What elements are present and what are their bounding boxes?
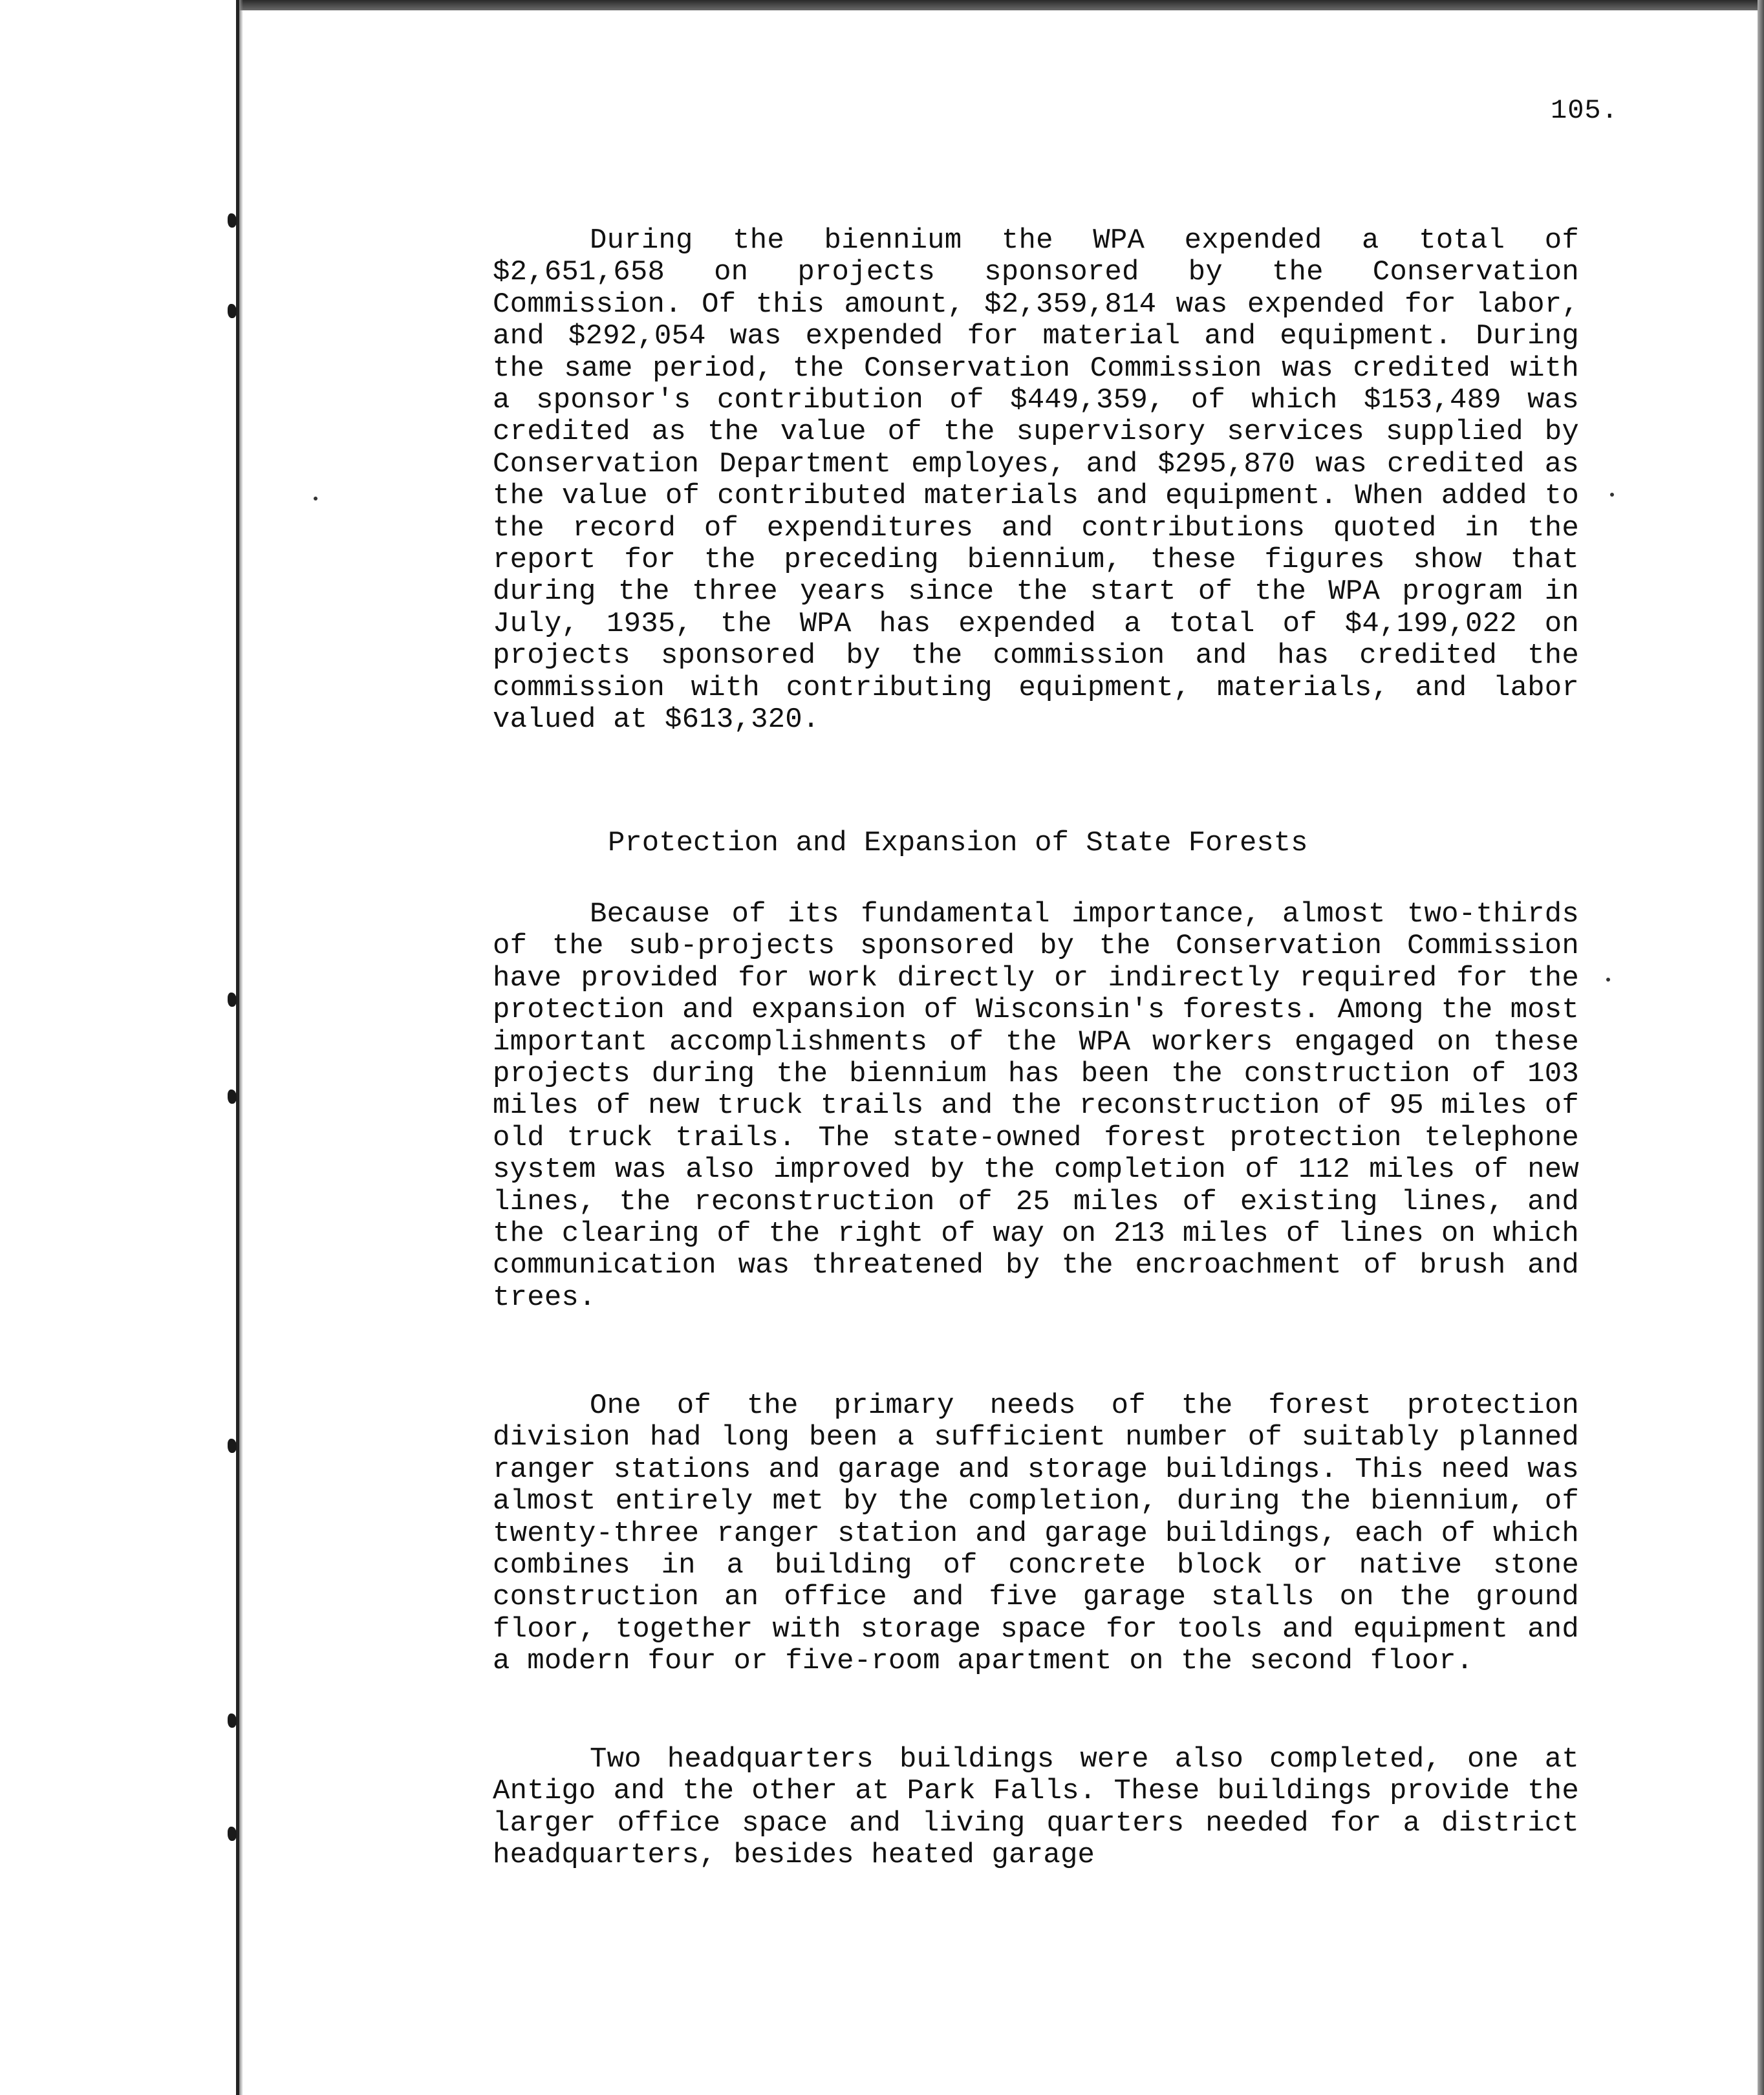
paper-speck (314, 497, 317, 500)
binding-shadow (239, 0, 243, 2095)
binding-mark (228, 1827, 237, 1841)
paper-speck (1606, 978, 1610, 982)
paragraph-ranger-stations: One of the primary needs of the forest protection division had long been a sufficient number of suitably planned ranger stations and garage and storage buildings. This need was almost entirely met by the completion, during the biennium, of twenty-three ranger station and garage buildings, each of which combines in a building of concrete block or native stone construction an office and five garage stalls on the ground floor, together with storage space for tools and equipment and a modern four or five-room apartment on the second floor. (493, 1390, 1579, 1678)
binding-mark (228, 304, 237, 318)
page-right-edge (1758, 0, 1764, 2095)
paper-speck (1610, 493, 1614, 497)
binding-mark (228, 213, 237, 228)
paragraph-headquarters-buildings: Two headquarters buildings were also completed, one at Antigo and the other at Park Falls. These buildings provide the larger office space and living quarters needed for a district headquarters, besides heated garage (493, 1743, 1579, 1872)
paragraph-wpa-expenditures: During the biennium the WPA expended a total of $2,651,658 on projects sponsored by the Conservation Commission. Of this amount, $2,359,814 was expended for labor, and $292,054 was expended for material and equipment. During the same period, the Conservation Commission was credited with a sponsor's contribution of $449,359, of which $153,489 was credited as the value of the supervisory services supplied by Conservation Department employes, and $295,870 was credited as the value of contributed materials and equipment. When added to the record of expenditures and contributions quoted in the report for the preceding biennium, these figures show that during the three years since the start of the WPA program in July, 1935, the WPA has expended a total of $4,199,022 on projects sponsored by the commission and has credited the commission with contributing equipment, materials, and labor valued at $613,320. (493, 224, 1579, 736)
page-number: 105. (1551, 95, 1619, 126)
binding-mark (228, 993, 237, 1007)
page-top-edge (239, 0, 1764, 10)
binding-mark (228, 1090, 237, 1104)
paragraph-forest-protection: Because of its fundamental importance, almost two-thirds of the sub-projects sponsored by the Conservation Commission have provided for work directly or indirectly required for the protection and expansion of Wisconsin's forests. Among the most important accomplishments of the WPA workers engaged on these projects during the biennium has been the construction of 103 miles of new truck trails and the reconstruction of 95 miles of old truck trails. The state-owned forest protection telephone system was also improved by the completion of 112 miles of new lines, the reconstruction of 25 miles of existing lines, and the clearing of the right of way on 213 miles of lines on which communication was threatened by the encroachment of brush and trees. (493, 898, 1579, 1314)
binding-mark (228, 1439, 237, 1453)
binding-mark (228, 1714, 237, 1728)
section-heading: Protection and Expansion of State Forests (608, 827, 1308, 859)
